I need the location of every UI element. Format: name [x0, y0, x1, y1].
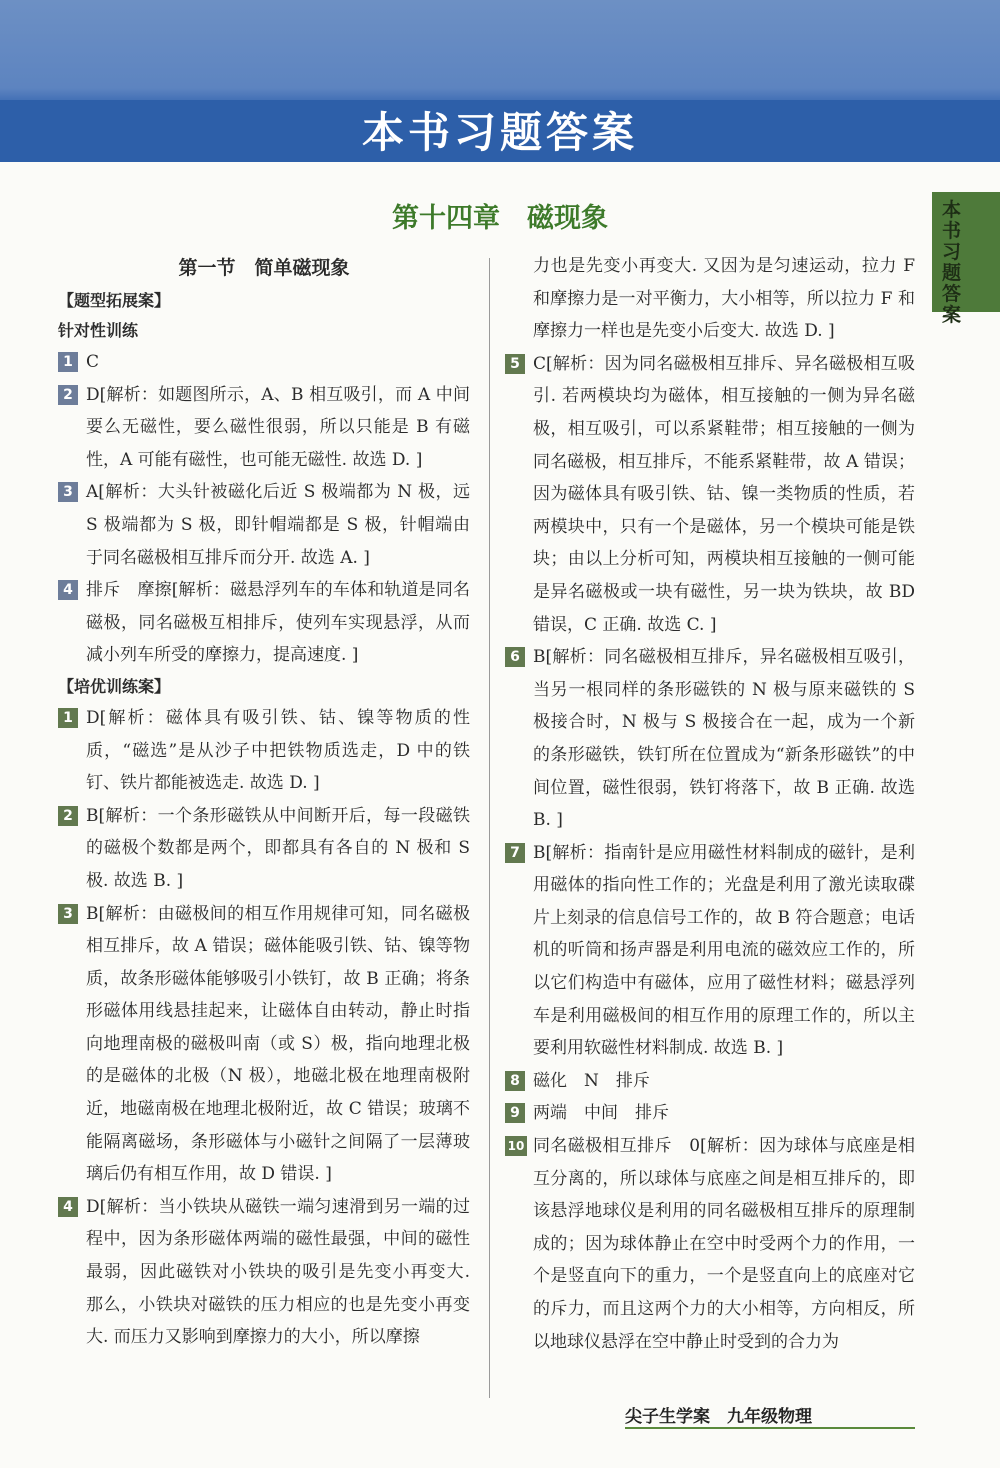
answer-item — [58, 379, 470, 477]
answer-item — [505, 348, 915, 641]
left-column — [58, 250, 470, 1354]
continued-text: 力也是先变小再变大. 又因为是匀速运动，拉力 F 和摩擦力是一对平衡力，大小相等，所以拉力 F 和摩擦力一样也是先变小后变大. 故选 D. ] — [533, 256, 915, 342]
item-text: 同名磁极相互排斥 0[解析：因为球体与底座是相互分离的，所以球体与底座之间是相互排斥的，即该悬浮地球仪是利用的同名磁极相互排斥的原理制成的；因为球体静止在空中时受两个力的作用，一个是竖直向下的重力，一个是竖直向上的底座对它的斥力，而且这两个力的大小相等，方向相反，所以地球仪悬浮在空中静止时受到的合力为 — [533, 1136, 915, 1352]
item-number: 2 — [58, 385, 78, 405]
item-text: 磁化 N 排斥 — [533, 1070, 650, 1091]
item-number: 3 — [58, 904, 78, 924]
answer-item — [505, 1065, 915, 1098]
item-text: C — [86, 352, 100, 372]
chapter-title: 第十四章 磁现象 — [392, 203, 608, 234]
banner-title: 本书习题答案 — [361, 108, 638, 157]
side-tab-label: 本书习题答案 — [942, 199, 962, 326]
item-number: 3 — [58, 482, 78, 502]
tag-zhenduixing: 针对性训练 — [58, 321, 139, 340]
answer-item — [58, 1191, 470, 1354]
item-text: D[解析：磁体具有吸引铁、钴、镍等物质的性质，“磁选”是从沙子中把铁物质选走，D 中的铁钉、铁片都能被选走. 故选 D. ] — [86, 707, 470, 794]
page-footer: 尖子生学案 九年级物理 — [625, 1407, 812, 1427]
item-number: 5 — [505, 354, 525, 374]
answer-item — [505, 641, 915, 837]
item-text: C[解析：因为同名磁极相互排斥、异名磁极相互吸引. 若两模块均为磁体，相互接触的一侧为异名磁极，相互吸引，可以系紧鞋带；相互接触的一侧为同名磁极，相互排斥，不能系紧鞋带，故 A 错误；因为磁体具有吸引铁、钴、镍一类物质的性质，若两模块中，只有一个是磁体，另一个模块可能是铁块；由以上分析可知，两模块相互接触的一侧可能是异名磁极或一块有磁性，另一块为铁块，故 BD 错误，C 正确. 故选 C. ] — [533, 353, 915, 635]
item-text: B[解析：同名磁极相互排斥，异名磁极相互吸引，当另一根同样的条形磁铁的 N 极与原来磁铁的 S 极接合时，N 极与 S 极接合在一起，成为一个新的条形磁铁，铁钉所在位置成为“新条形磁铁”的中间位置，磁性很弱，铁钉将落下，故 B 正确. 故选 B. ] — [533, 647, 915, 831]
answer-item — [505, 1097, 915, 1130]
item-number: 7 — [505, 843, 525, 863]
answer-item — [505, 1130, 915, 1358]
item-number: 6 — [505, 647, 525, 667]
item-text: D[解析：当小铁块从磁铁一端匀速滑到另一端的过程中，因为条形磁体两端的磁性最强，中间的磁性最弱，因此磁铁对小铁块的吸引是先变小再变大. 那么，小铁块对磁铁的压力相应的也是先变小再变大. 而压力又影响到摩擦力的大小，所以摩擦 — [86, 1196, 470, 1348]
right-column — [505, 250, 915, 1358]
column-divider — [489, 258, 490, 1398]
answer-item — [58, 898, 470, 1191]
item-text: B[解析：一个条形磁铁从中间断开后，每一段磁铁的磁极个数都是两个，即都具有各自的 N 极和 S 极. 故选 B. ] — [86, 805, 470, 891]
item-text: B[解析：由磁极间的相互作用规律可知，同名磁极相互排斥，故 A 错误；磁体能吸引铁、钴、镍等物质，故条形磁体能够吸引小铁钉，故 B 正确；将条形磁体用线悬挂起来，让磁体自由转动，静止时指向地理南极的磁极叫南（或 S）极，指向地理北极的是磁体的北极（N 极），地磁北极在地理南极附近，地磁南极在地理北极附近，故 C 错误；玻璃不能隔离磁场，条形磁体与小磁针之间隔了一层薄玻璃后仍有相互作用，故 D 错误. ] — [86, 903, 470, 1185]
item-number: 1 — [58, 708, 78, 728]
item-number: 1 — [58, 352, 78, 372]
tag-tuoxing: 【题型拓展案】 — [58, 291, 171, 310]
answer-item — [58, 800, 470, 898]
answer-item — [58, 702, 470, 800]
item-text: B[解析：指南针是应用磁性材料制成的磁针，是利用磁体的指向性工作的；光盘是利用了激光读取碟片上刻录的信息信号工作的，故 B 符合题意；电话机的听筒和扬声器是利用电流的磁效应工作的，所以它们构造中有磁体，应用了磁性材料；磁悬浮列车是利用磁极间的相互作用的原理工作的，所以主要利用软磁性材料制成. 故选 B. ] — [533, 842, 915, 1059]
answer-item — [58, 476, 470, 574]
item-number: 10 — [505, 1136, 527, 1156]
item-number: 2 — [58, 806, 78, 826]
item-number: 9 — [505, 1103, 525, 1123]
footer-rule — [625, 1427, 915, 1429]
item-number: 4 — [58, 1197, 78, 1217]
item-text: 两端 中间 排斥 — [533, 1103, 669, 1124]
answer-item — [505, 837, 915, 1065]
answer-item — [58, 574, 470, 672]
item-number: 8 — [505, 1071, 525, 1091]
section-title: 第一节 简单磁现象 — [178, 257, 350, 279]
item-text: A[解析：大头针被磁化后近 S 极端都为 N 极，远 S 极端都为 S 极，即针帽端都是 S 极，针帽端由于同名磁极相互排斥而分开. 故选 A. ] — [86, 482, 470, 568]
answer-item — [58, 346, 470, 379]
item-number: 4 — [58, 580, 78, 600]
tag-peiyou: 【培优训练案】 — [58, 676, 171, 696]
item-text: D[解析：如题图所示，A、B 相互吸引，而 A 中间要么无磁性，要么磁性很弱，所以只能是 B 有磁性，A 可能有磁性，也可能无磁性. 故选 D. ] — [86, 384, 470, 470]
item-text: 排斥 摩擦[解析：磁悬浮列车的车体和轨道是同名磁极，同名磁极互相排斥，使列车实现悬浮，从而减小列车所受的摩擦力，提高速度. ] — [86, 580, 470, 666]
